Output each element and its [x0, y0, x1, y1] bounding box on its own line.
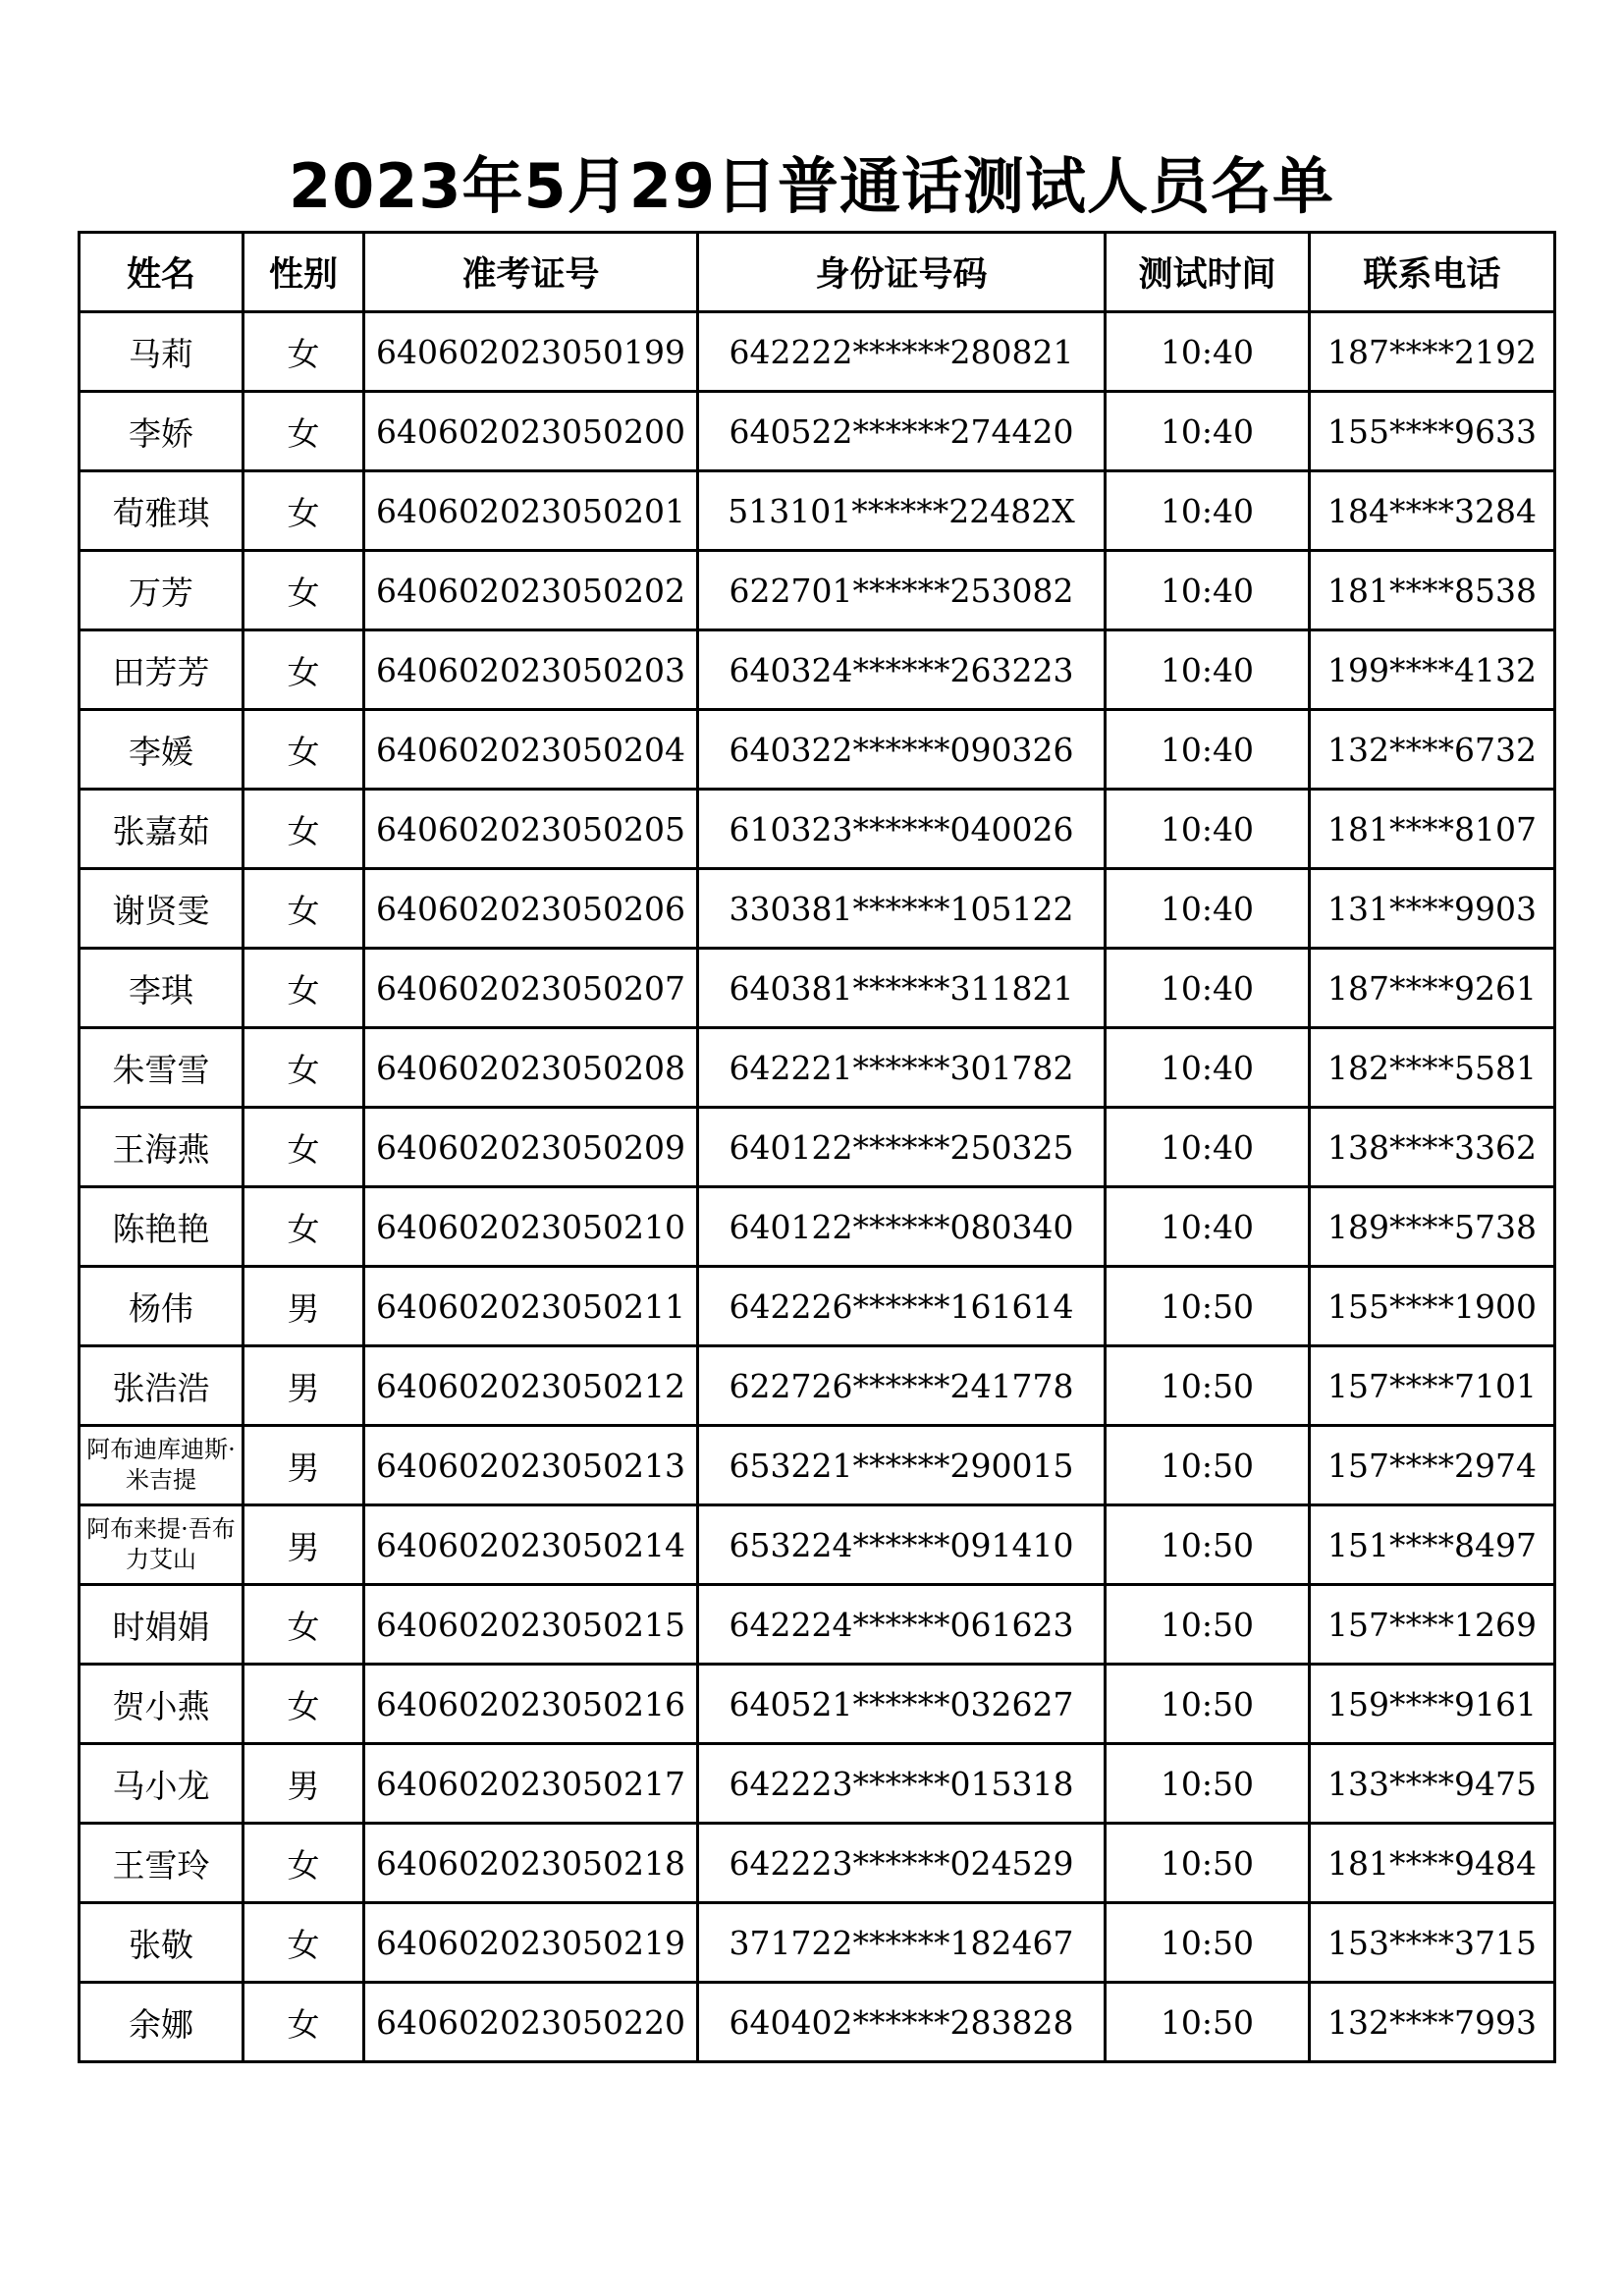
- id-number-cell: 642221******301782: [698, 1028, 1106, 1108]
- test-time-cell: 10:50: [1106, 1903, 1310, 1983]
- id-number-cell: 642223******015318: [698, 1744, 1106, 1824]
- column-header-name: 姓名: [80, 233, 243, 312]
- table-row: [80, 551, 1555, 630]
- exam-number-cell: 640602023050199: [364, 312, 698, 392]
- phone-cell: 181****9484: [1310, 1824, 1555, 1903]
- test-time-cell: 10:40: [1106, 869, 1310, 949]
- table-row: [80, 1187, 1555, 1267]
- id-number-cell: 640122******250325: [698, 1108, 1106, 1187]
- table-row: [80, 392, 1555, 471]
- table-row: [80, 1983, 1555, 2062]
- phone-cell: 189****5738: [1310, 1187, 1555, 1267]
- id-number-cell: 640521******032627: [698, 1665, 1106, 1744]
- test-time-cell: 10:40: [1106, 949, 1310, 1028]
- test-time-cell: 10:50: [1106, 1585, 1310, 1665]
- id-number-cell: 330381******105122: [698, 869, 1106, 949]
- id-number-cell: 640322******090326: [698, 710, 1106, 790]
- id-number-cell: 610323******040026: [698, 790, 1106, 869]
- id-number-cell: 640324******263223: [698, 630, 1106, 710]
- phone-cell: 151****8497: [1310, 1505, 1555, 1585]
- test-time-cell: 10:50: [1106, 1983, 1310, 2062]
- exam-number-cell: 640602023050208: [364, 1028, 698, 1108]
- phone-cell: 138****3362: [1310, 1108, 1555, 1187]
- exam-number-cell: 640602023050220: [364, 1983, 698, 2062]
- exam-number-cell: 640602023050218: [364, 1824, 698, 1903]
- phone-cell: 131****9903: [1310, 869, 1555, 949]
- name-cell: 马莉: [80, 312, 243, 392]
- table-row: [80, 1426, 1555, 1505]
- test-time-cell: 10:50: [1106, 1665, 1310, 1744]
- id-number-cell: 640402******283828: [698, 1983, 1106, 2062]
- table-row: [80, 790, 1555, 869]
- exam-number-cell: 640602023050205: [364, 790, 698, 869]
- exam-number-cell: 640602023050215: [364, 1585, 698, 1665]
- phone-cell: 187****2192: [1310, 312, 1555, 392]
- name-cell: 贺小燕: [80, 1665, 243, 1744]
- test-time-cell: 10:40: [1106, 551, 1310, 630]
- name-cell: 万芳: [80, 551, 243, 630]
- id-number-cell: 653224******091410: [698, 1505, 1106, 1585]
- gender-cell: 女: [243, 710, 364, 790]
- phone-cell: 153****3715: [1310, 1903, 1555, 1983]
- name-cell: 阿布来提·吾布力艾山: [80, 1505, 243, 1585]
- phone-cell: 159****9161: [1310, 1665, 1555, 1744]
- test-time-cell: 10:40: [1106, 312, 1310, 392]
- test-time-cell: 10:40: [1106, 1028, 1310, 1108]
- name-cell: 余娜: [80, 1983, 243, 2062]
- gender-cell: 男: [243, 1744, 364, 1824]
- id-number-cell: 642224******061623: [698, 1585, 1106, 1665]
- test-time-cell: 10:50: [1106, 1744, 1310, 1824]
- name-cell: 荀雅琪: [80, 471, 243, 551]
- id-number-cell: 642223******024529: [698, 1824, 1106, 1903]
- name-cell: 李娇: [80, 392, 243, 471]
- table-row: [80, 1346, 1555, 1426]
- phone-cell: 133****9475: [1310, 1744, 1555, 1824]
- gender-cell: 女: [243, 1028, 364, 1108]
- table-row: [80, 1903, 1555, 1983]
- name-cell: 马小龙: [80, 1744, 243, 1824]
- test-time-cell: 10:40: [1106, 1187, 1310, 1267]
- table-row: [80, 1585, 1555, 1665]
- exam-number-cell: 640602023050217: [364, 1744, 698, 1824]
- exam-number-cell: 640602023050201: [364, 471, 698, 551]
- phone-cell: 182****5581: [1310, 1028, 1555, 1108]
- phone-cell: 132****7993: [1310, 1983, 1555, 2062]
- test-time-cell: 10:50: [1106, 1346, 1310, 1426]
- exam-number-cell: 640602023050210: [364, 1187, 698, 1267]
- exam-number-cell: 640602023050209: [364, 1108, 698, 1187]
- name-cell: 陈艳艳: [80, 1187, 243, 1267]
- gender-cell: 男: [243, 1267, 364, 1346]
- test-time-cell: 10:40: [1106, 710, 1310, 790]
- gender-cell: 女: [243, 630, 364, 710]
- test-time-cell: 10:40: [1106, 790, 1310, 869]
- name-cell: 张嘉茹: [80, 790, 243, 869]
- id-number-cell: 642222******280821: [698, 312, 1106, 392]
- table-row: [80, 869, 1555, 949]
- gender-cell: 女: [243, 790, 364, 869]
- exam-number-cell: 640602023050206: [364, 869, 698, 949]
- exam-number-cell: 640602023050212: [364, 1346, 698, 1426]
- table-row: [80, 1665, 1555, 1744]
- phone-cell: 199****4132: [1310, 630, 1555, 710]
- phone-cell: 157****1269: [1310, 1585, 1555, 1665]
- test-time-cell: 10:40: [1106, 630, 1310, 710]
- exam-number-cell: 640602023050207: [364, 949, 698, 1028]
- gender-cell: 女: [243, 1187, 364, 1267]
- exam-number-cell: 640602023050214: [364, 1505, 698, 1585]
- name-cell: 阿布迪库迪斯·米吉提: [80, 1426, 243, 1505]
- table-row: [80, 471, 1555, 551]
- name-cell: 张浩浩: [80, 1346, 243, 1426]
- table-row: [80, 949, 1555, 1028]
- id-number-cell: 513101******22482X: [698, 471, 1106, 551]
- test-time-cell: 10:40: [1106, 392, 1310, 471]
- gender-cell: 男: [243, 1426, 364, 1505]
- table-row: [80, 1505, 1555, 1585]
- phone-cell: 181****8107: [1310, 790, 1555, 869]
- phone-cell: 155****1900: [1310, 1267, 1555, 1346]
- column-header-exam-no: 准考证号: [364, 233, 698, 312]
- gender-cell: 女: [243, 869, 364, 949]
- exam-number-cell: 640602023050204: [364, 710, 698, 790]
- roster-table: [78, 231, 1556, 2063]
- id-number-cell: 622701******253082: [698, 551, 1106, 630]
- phone-cell: 157****2974: [1310, 1426, 1555, 1505]
- id-number-cell: 640522******274420: [698, 392, 1106, 471]
- id-number-cell: 640381******311821: [698, 949, 1106, 1028]
- exam-number-cell: 640602023050219: [364, 1903, 698, 1983]
- column-header-phone: 联系电话: [1310, 233, 1555, 312]
- phone-cell: 181****8538: [1310, 551, 1555, 630]
- exam-number-cell: 640602023050202: [364, 551, 698, 630]
- name-cell: 杨伟: [80, 1267, 243, 1346]
- id-number-cell: 653221******290015: [698, 1426, 1106, 1505]
- name-cell: 朱雪雪: [80, 1028, 243, 1108]
- exam-number-cell: 640602023050216: [364, 1665, 698, 1744]
- gender-cell: 女: [243, 471, 364, 551]
- table-row: [80, 710, 1555, 790]
- exam-number-cell: 640602023050200: [364, 392, 698, 471]
- test-time-cell: 10:50: [1106, 1426, 1310, 1505]
- column-header-time: 测试时间: [1106, 233, 1310, 312]
- table-row: [80, 1108, 1555, 1187]
- column-header-gender: 性别: [243, 233, 364, 312]
- name-cell: 张敬: [80, 1903, 243, 1983]
- gender-cell: 男: [243, 1346, 364, 1426]
- phone-cell: 155****9633: [1310, 392, 1555, 471]
- page-title: 2023年5月29日普通话测试人员名单: [289, 150, 1334, 222]
- header-row: [80, 233, 1555, 312]
- id-number-cell: 371722******182467: [698, 1903, 1106, 1983]
- exam-number-cell: 640602023050213: [364, 1426, 698, 1505]
- table-row: [80, 1744, 1555, 1824]
- table-row: [80, 1824, 1555, 1903]
- gender-cell: 女: [243, 1665, 364, 1744]
- name-cell: 谢贤雯: [80, 869, 243, 949]
- gender-cell: 女: [243, 1108, 364, 1187]
- phone-cell: 184****3284: [1310, 471, 1555, 551]
- name-cell: 时娟娟: [80, 1585, 243, 1665]
- gender-cell: 女: [243, 312, 364, 392]
- gender-cell: 女: [243, 1824, 364, 1903]
- id-number-cell: 642226******161614: [698, 1267, 1106, 1346]
- id-number-cell: 640122******080340: [698, 1187, 1106, 1267]
- name-cell: 田芳芳: [80, 630, 243, 710]
- id-number-cell: 622726******241778: [698, 1346, 1106, 1426]
- table-row: [80, 312, 1555, 392]
- column-header-id-no: 身份证号码: [698, 233, 1106, 312]
- table-row: [80, 1028, 1555, 1108]
- gender-cell: 女: [243, 551, 364, 630]
- test-time-cell: 10:40: [1106, 1108, 1310, 1187]
- gender-cell: 男: [243, 1505, 364, 1585]
- phone-cell: 132****6732: [1310, 710, 1555, 790]
- gender-cell: 女: [243, 949, 364, 1028]
- gender-cell: 女: [243, 392, 364, 471]
- name-cell: 李琪: [80, 949, 243, 1028]
- name-cell: 王雪玲: [80, 1824, 243, 1903]
- test-time-cell: 10:50: [1106, 1505, 1310, 1585]
- table-row: [80, 1267, 1555, 1346]
- gender-cell: 女: [243, 1903, 364, 1983]
- test-time-cell: 10:50: [1106, 1824, 1310, 1903]
- test-time-cell: 10:50: [1106, 1267, 1310, 1346]
- gender-cell: 女: [243, 1585, 364, 1665]
- gender-cell: 女: [243, 1983, 364, 2062]
- phone-cell: 157****7101: [1310, 1346, 1555, 1426]
- test-time-cell: 10:40: [1106, 471, 1310, 551]
- name-cell: 王海燕: [80, 1108, 243, 1187]
- table-row: [80, 630, 1555, 710]
- exam-number-cell: 640602023050203: [364, 630, 698, 710]
- roster-body: [80, 312, 1555, 2062]
- exam-number-cell: 640602023050211: [364, 1267, 698, 1346]
- phone-cell: 187****9261: [1310, 949, 1555, 1028]
- name-cell: 李媛: [80, 710, 243, 790]
